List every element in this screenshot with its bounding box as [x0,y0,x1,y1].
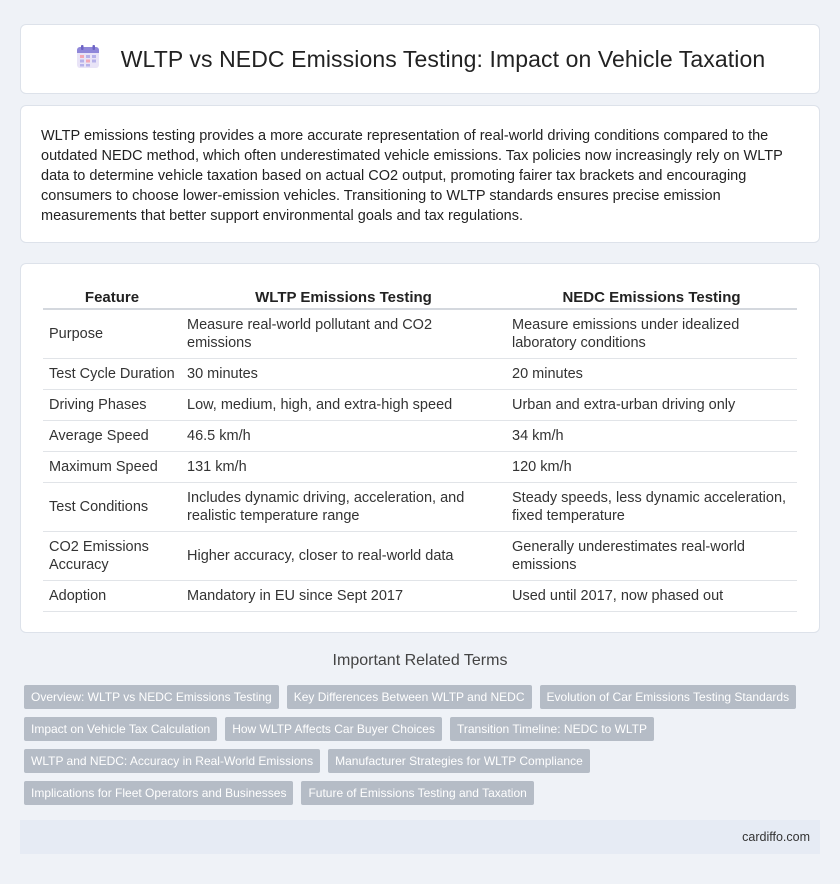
related-term-tag[interactable]: WLTP and NEDC: Accuracy in Real-World Emissions [24,749,320,773]
row-nedc: 120 km/h [506,452,797,483]
table-header-row [43,286,797,310]
related-term-tag[interactable]: Impact on Vehicle Tax Calculation [24,717,217,741]
row-wltp: Includes dynamic driving, acceleration, and realistic temperature range [181,483,506,532]
table-row [43,359,797,390]
row-wltp: 131 km/h [181,452,506,483]
row-wltp: Measure real-world pollutant and CO2 emissions [181,310,506,359]
row-feature: Adoption [43,581,181,612]
page-title: WLTP vs NEDC Emissions Testing: Impact on Vehicle Taxation [120,45,766,72]
row-nedc: Urban and extra-urban driving only [506,390,797,421]
row-nedc: Used until 2017, now phased out [506,581,797,612]
row-nedc: Steady speeds, less dynamic acceleration, fixed temperature [506,483,797,532]
table-row [43,532,797,581]
related-term-tag[interactable]: Overview: WLTP vs NEDC Emissions Testing [24,685,279,709]
footer-site-link[interactable]: cardiffo.com [742,830,810,844]
related-term-tag[interactable]: Evolution of Car Emissions Testing Standards [540,685,797,709]
row-feature: Driving Phases [43,390,181,421]
row-nedc: Generally underestimates real-world emissions [506,532,797,581]
related-term-tag[interactable]: Manufacturer Strategies for WLTP Compliance [328,749,590,773]
row-feature: Maximum Speed [43,452,181,483]
intro-card [20,105,820,243]
row-nedc: Measure emissions under idealized laboratory conditions [506,310,797,359]
footer [20,820,820,854]
related-terms-tags [24,685,814,805]
row-feature: Purpose [43,310,181,359]
table-row [43,390,797,421]
table-row [43,452,797,483]
row-wltp: Higher accuracy, closer to real-world data [181,532,506,581]
row-feature: Test Conditions [43,483,181,532]
comparison-table [43,286,797,612]
title-wrap [75,44,766,75]
related-term-tag[interactable]: How WLTP Affects Car Buyer Choices [225,717,442,741]
related-term-tag[interactable]: Key Differences Between WLTP and NEDC [287,685,532,709]
row-wltp: Low, medium, high, and extra-high speed [181,390,506,421]
table-row [43,421,797,452]
row-feature: Average Speed [43,421,181,452]
header-wltp: WLTP Emissions Testing [181,286,506,310]
row-nedc: 34 km/h [506,421,797,452]
table-row [43,310,797,359]
related-term-tag[interactable]: Implications for Fleet Operators and Businesses [24,781,293,805]
comparison-table-card [20,263,820,633]
intro-paragraph: WLTP emissions testing provides a more accurate representation of real-world driving conditions compared to the outdated NEDC method, which often underestimated vehicle emissions. Tax policies now increasingly rely on WLTP data to determine vehicle taxation based on actual CO2 output, promoting fairer tax brackets and encouraging consumers to choose lower-emission vehicles. Transitioning to WLTP standards ensures precise emission measurements that better support environmental goals and tax regulations. [41,128,783,224]
table-row [43,581,797,612]
related-terms-title: Important Related Terms [332,652,508,669]
row-feature: CO2 Emissions Accuracy [43,532,181,581]
row-wltp: 30 minutes [181,359,506,390]
row-nedc: 20 minutes [506,359,797,390]
row-feature: Test Cycle Duration [43,359,181,390]
header-feature: Feature [43,286,181,310]
row-wltp: 46.5 km/h [181,421,506,452]
related-term-tag[interactable]: Transition Timeline: NEDC to WLTP [450,717,654,741]
related-term-tag[interactable]: Future of Emissions Testing and Taxation [301,781,533,805]
row-wltp: Mandatory in EU since Sept 2017 [181,581,506,612]
header-nedc: NEDC Emissions Testing [506,286,797,310]
table-row [43,483,797,532]
calendar-grid-icon [75,44,101,75]
header-card [20,24,820,94]
